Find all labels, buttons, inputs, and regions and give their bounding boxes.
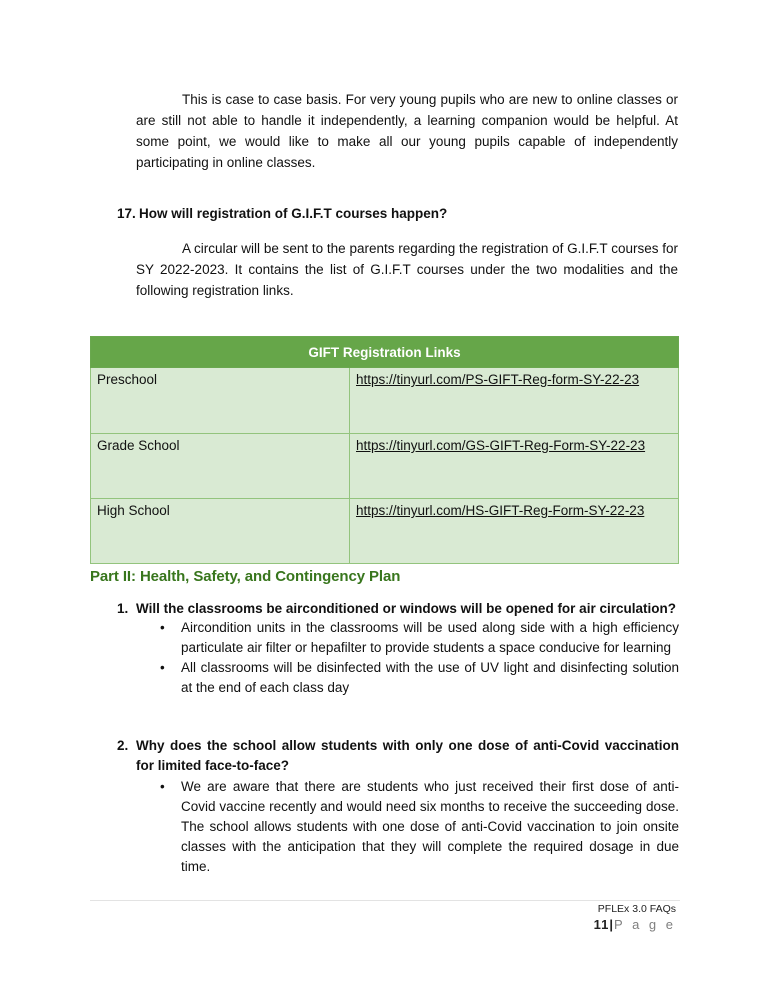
high-school-registration-link[interactable]: https://tinyurl.com/HS-GIFT-Reg-Form-SY-22-23 <box>350 499 679 564</box>
part2-question-2-text: Why does the school allow students with only one dose of anti-Covid vaccination for limited face-to-face? <box>136 738 679 773</box>
part-2-heading: Part II: Health, Safety, and Contingency Plan <box>90 568 401 585</box>
preschool-label: Preschool <box>91 368 350 434</box>
list-item <box>160 658 679 698</box>
bullet-icon: • <box>160 779 165 794</box>
grade-school-label: Grade School <box>91 434 350 499</box>
footer-page-number <box>594 917 676 932</box>
question-17-text: How will registration of G.I.F.T courses happen? <box>139 206 448 221</box>
part2-question-2-number: 2. <box>117 738 129 753</box>
bullet-text: All classrooms will be disinfected with the use of UV light and disinfecting solution at the end of each class day <box>181 660 679 695</box>
part2-question-2 <box>117 736 679 776</box>
bullet-text: Aircondition units in the classrooms will be used along side with a high efficiency particulate air filter or hepafilter to provide students a space conducive for learning <box>181 620 679 655</box>
part2-question-1-text: Will the classrooms be airconditioned or windows will be opened for air circulation? <box>136 601 676 616</box>
part2-question-1-number: 1. <box>117 601 129 616</box>
part2-question-1 <box>117 599 679 619</box>
bullet-text: We are aware that there are students who just received their first dose of anti-Covid vaccine recently and would need six months to receive the succeeding dose. The school allows students with one dose of anti-Covid vaccination to join onsite classes with the anticipation that they will complete the required dosage in due time. <box>181 779 679 874</box>
grade-school-registration-link[interactable]: https://tinyurl.com/GS-GIFT-Reg-Form-SY-22-23 <box>350 434 679 499</box>
table-row <box>91 499 679 564</box>
question-17-number: 17. <box>117 206 136 221</box>
question-17-answer: A circular will be sent to the parents regarding the registration of G.I.F.T courses for SY 2022-2023. It contains the list of G.I.F.T courses under the two modalities and the following registration links. <box>136 241 678 298</box>
list-item <box>160 777 679 877</box>
bullet-icon: • <box>160 620 165 635</box>
bullet-icon: • <box>160 660 165 675</box>
gift-table-header: GIFT Registration Links <box>91 337 679 368</box>
page-separator: | <box>609 917 615 932</box>
table-row <box>91 434 679 499</box>
page-number: 11 <box>593 917 610 932</box>
footer-divider <box>90 900 680 901</box>
preschool-registration-link[interactable]: https://tinyurl.com/PS-GIFT-Reg-form-SY-22-23 <box>350 368 679 434</box>
gift-registration-table <box>90 336 679 564</box>
intro-paragraph: This is case to case basis. For very young pupils who are new to online classes or are still not able to handle it independently, a learning companion would be helpful. At some point, we would like to make all our young pupils capable of independently participating in online classes. <box>136 92 678 170</box>
question-17 <box>117 206 447 221</box>
part2-question-1-bullets <box>160 618 679 698</box>
table-row <box>91 368 679 434</box>
footer-title: PFLEx 3.0 FAQs <box>597 903 676 915</box>
high-school-label: High School <box>91 499 350 564</box>
part2-question-2-bullets <box>160 777 679 877</box>
page-label: P a g e <box>614 917 676 932</box>
list-item <box>160 618 679 658</box>
